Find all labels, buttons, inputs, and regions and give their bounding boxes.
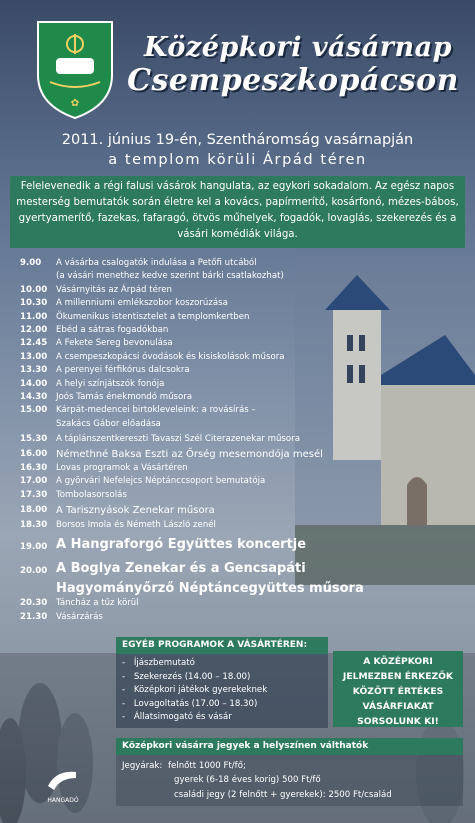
program-item: - Középkori játékok gyerekeknek bbox=[122, 684, 322, 698]
other-programs-header: EGYÉB PROGRAMOK A VÁSÁRTÉREN: bbox=[116, 637, 328, 654]
schedule-row: 18.00 A Tarisznyások Zenekar műsora bbox=[20, 504, 215, 516]
program-item: - Állatsimogató és vásár bbox=[122, 711, 322, 725]
ticket-line-child: gyerek (6-18 éves korig) 500 Ft/fő bbox=[174, 775, 321, 786]
schedule-row: Szakács Gábor előadása bbox=[56, 418, 161, 429]
program-item: - Lovagoltatás (17.00 – 18.30) bbox=[122, 698, 322, 712]
ticket-prices-label: Jegyárak: bbox=[122, 761, 163, 771]
schedule-row: 13.30 A perenyei férfikórus dalcsokra bbox=[20, 365, 190, 376]
ticket-line-adult: Jegyárak: felnőtt 1000 Ft/fő; bbox=[122, 759, 457, 773]
event-place: a templom körüli Árpád téren bbox=[108, 152, 367, 168]
intro-box: Felelevenedik a régi falusi vásárok hangulata, az egykori sokadalom. Az egész napos mesterség bemutatók során életre kel a kovács, papírmerítő, kosárfonó, mézes-bábos, gyertyamerítő, fazekas, fafaragó, ötvös műhelyek, fogadók, lovaglás, szekerezés és a vásári komédiák világa. bbox=[10, 176, 465, 248]
schedule-row: 15.00 Kárpát-medencei birtokleveleink: a rovásírás – bbox=[20, 405, 256, 416]
schedule-row: 12.00 Ebéd a sátras fogadókban bbox=[20, 325, 169, 336]
schedule-row: 14.00 A helyi színjátszók fonója bbox=[20, 378, 165, 389]
schedule-row: 15.30 A táplánszentkereszti Tavaszi Szél Citerazenekar műsora bbox=[20, 434, 300, 445]
schedule-row: 20.00 A Boglya Zenekar és a Gencsapáti bbox=[20, 561, 306, 577]
title-line-1: Középkori vásárnap bbox=[144, 32, 452, 63]
schedule bbox=[20, 257, 380, 624]
schedule-row: 19.00 A Hangraforgó Együttes koncertje bbox=[20, 537, 307, 553]
title-line-2: Csempeszkopácson bbox=[127, 63, 459, 98]
schedule-row: 11.00 Ökumenikus istentisztelet a templomkertben bbox=[20, 311, 250, 322]
schedule-row: 13.00 A csempeszkopácsi óvodások és kisiskolások műsora bbox=[20, 351, 285, 362]
schedule-row: 17.00 A györvári Nefelejcs Néptánccsoport bemutatója bbox=[20, 476, 266, 487]
hangado-logo: HANGADÓ bbox=[36, 766, 90, 812]
event-date: 2011. június 19-én, Szentháromság vasárnapján bbox=[61, 132, 414, 148]
schedule-row: 10.00 Vásárnyitás az Árpád téren bbox=[20, 284, 172, 295]
program-item: - Íjászbemutató bbox=[122, 657, 322, 671]
schedule-row: (a vásári menethez kedve szerint bárki csatlakozhat) bbox=[56, 271, 284, 282]
village-coat-of-arms bbox=[36, 20, 114, 120]
schedule-row: 16.00 Némethné Baksa Eszti az Őrség mesemondója mesél bbox=[20, 449, 323, 461]
schedule-row: 14.30 Joós Tamás énekmondó műsora bbox=[20, 392, 193, 403]
schedule-row: 9.00 A vásárba csalogatók indulása a Petőfi utcából bbox=[20, 258, 257, 268]
costume-prize-note: A KÖZÉPKORI JELMEZBEN ÉRKEZŐK KÖZÖTT ÉRTÉKES VÁSÁRFIAKAT SORSOLUNK KI! bbox=[333, 651, 463, 727]
other-programs-box bbox=[116, 637, 328, 728]
schedule-row: 20.30 Táncház a tűz körül bbox=[20, 598, 139, 609]
schedule-row: 17.30 Tombolasorsolás bbox=[20, 489, 127, 500]
program-item: - Szekerezés (14.00 – 18.00) bbox=[122, 671, 322, 685]
event-title bbox=[128, 32, 468, 98]
horn-icon bbox=[46, 766, 80, 794]
schedule-row: 16.30 Lovas programok a Vásártéren bbox=[20, 462, 188, 473]
svg-text:✿: ✿ bbox=[70, 98, 80, 109]
tickets-header: Középkori vásárra jegyek a helyszínen válthatók bbox=[116, 738, 463, 755]
schedule-row: 10.30 A millenniumi emlékszobor koszorúzása bbox=[20, 298, 228, 309]
schedule-row: 12.45 A Fekete Sereg bevonulása bbox=[20, 338, 173, 349]
schedule-row: Hagyományőrző Néptáncegyüttes műsora bbox=[56, 581, 364, 597]
tickets-box bbox=[116, 738, 463, 806]
ticket-line-family: családi jegy (2 felnőtt + gyerekek): 2500 Ft/család bbox=[174, 789, 392, 800]
schedule-row: 21.30 Vásárzárás bbox=[20, 611, 103, 622]
schedule-row: 18.30 Borsos Imola és Németh László zenél bbox=[20, 519, 216, 530]
